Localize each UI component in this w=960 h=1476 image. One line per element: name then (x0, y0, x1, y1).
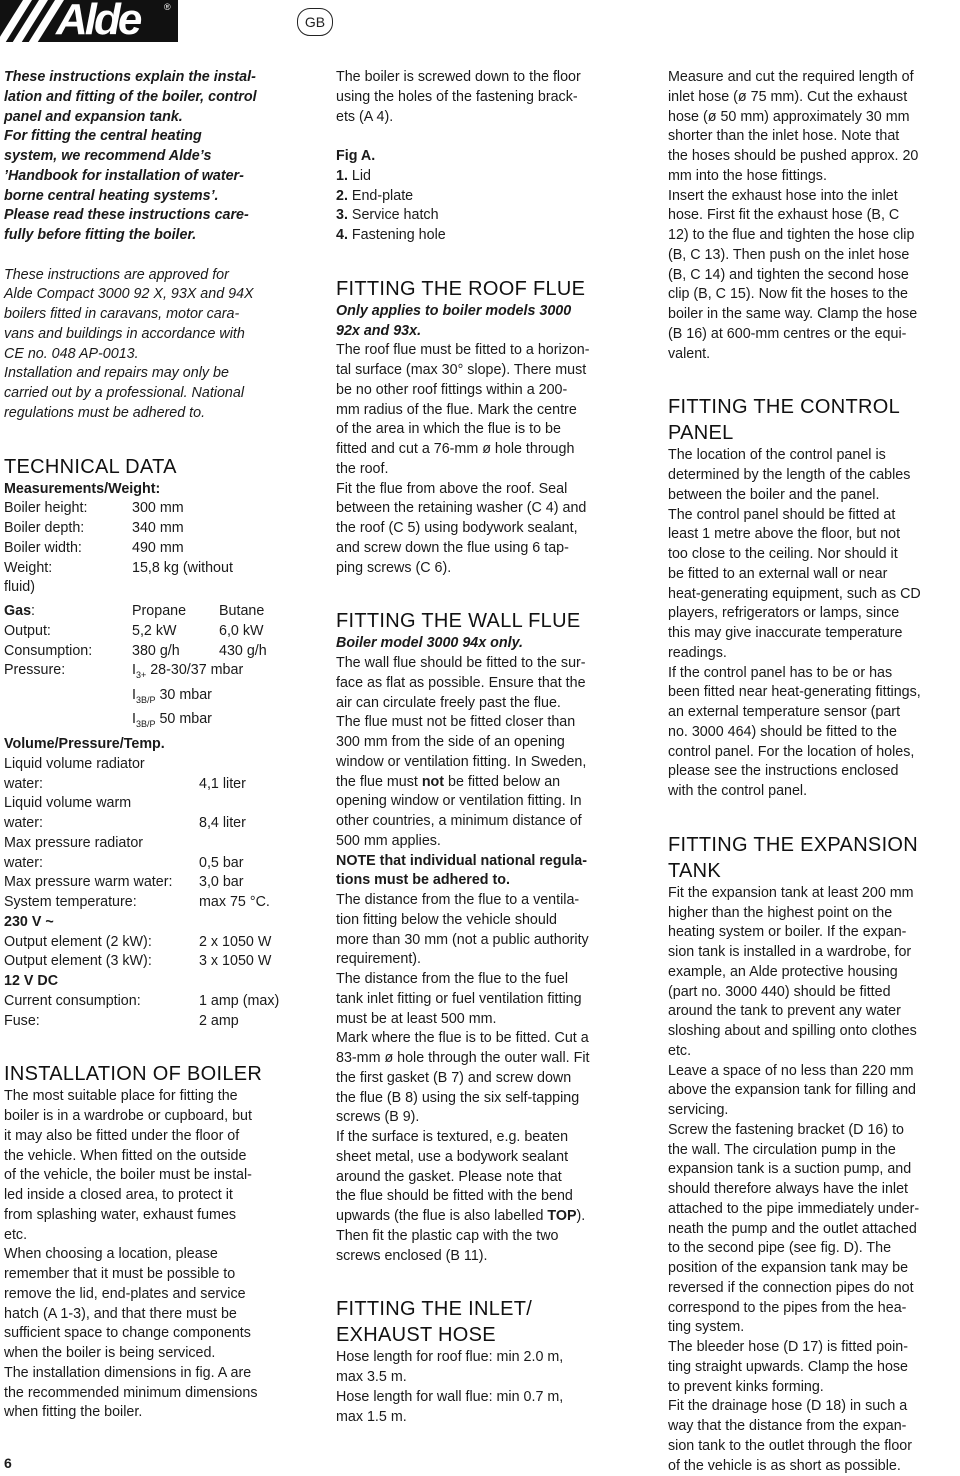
measurements-subheading: Measurements/Weight: (4, 480, 161, 497)
gas-table: Gas: Propane Butane Output: 5,2 kW 6,0 kW Consumption: 380 g/h 430 g/h Pressure: $I_{3+}$ 28-30/37 mbar $I_{3B/P}$ 30 mbar $I_{3B/P}$ 50 mbar (4, 603, 267, 730)
control-panel-paragraph: The location of the control panel is determined by the length of the cables between the boiler and the panel. The control panel should be fitted at least 1 metre above the floor, but not too close to the ceiling. Nor should it be fitted to an external wall or near heat-generating equipment, such as CD players, refrigerators or lamps, since this may give inaccurate temperature readings. If the control panel has to be or has been fitted near heat-generating fittings, an external temperature sensor (part no. 3000 464) should be fitted to the control panel. For the location of holes, please see the instructions enclosed with the control panel. (668, 447, 921, 799)
column-2 (336, 68, 628, 1427)
expansion-tank-paragraph: Fit the expansion tank at least 200 mm higher than the highest point on the heating system or boiler. If the expan- sion tank is installed in a wardrobe, for example, an Alde protective housing (part no. 3000 440) should be fitted around the tank to prevent any water sloshing about and spilling onto clothes etc. Leave a space of no less than 220 mm above the expansion tank for filling and servicing. Screw the fastening bracket (D 16) to the wall. The circulation pump in the expansion tank is a suction pump, and should therefore always have the inlet attached to the pipe immediately under- neath the pump and the outlet attached to the second pipe (see fig. D). The position of the expansion tank may be reversed if the connection pipes do not correspond to the pipes from the hea- ting system. The bleeder hose (D 17) is fitted poin- ting straight upwards. Clamp the hose to prevent kinks forming. Fit the drainage hose (D 18) in such a way that the distance from the expan- sion tank to the outlet through the floor of the vehicle is as short as possible. (668, 884, 920, 1474)
230v-table: Output element (2 kW): 2 x 1050 W Output element (3 kW): 3 x 1050 W (4, 933, 272, 970)
column-3 (668, 68, 958, 1476)
installation-paragraph: The most suitable place for fitting the boiler is in a wardrobe or cupboard, but it may also be fitted under the floor of the vehicle. When fitted on the outside of the vehicle, the boiler must be instal- led inside a closed area, to protect it from splashing water, exhaust fumes etc. When choosing a location, please remember that it must be possible to remove the lid, end-plates and service hatch (A 1-3), and that there must be sufficient space to change components when the boiler is being serviced. The installation dimensions in fig. A are the recommended minimum dimensions when fitting the boiler. (4, 1088, 258, 1421)
alde-logo (0, 0, 178, 42)
roof-flue-note: Only applies to boiler models 3000 92x and 93x. (336, 302, 572, 339)
control-panel-heading: FITTING THE CONTROL PANEL (668, 396, 900, 445)
fig-a-legend: 1. Lid 2. End-plate 3. Service hatch 4. Fastening hole (336, 167, 446, 243)
wall-flue-note: Boiler model 3000 94x only. (336, 635, 523, 652)
dimensions-table: Boiler height: 300 mm Boiler depth: 340 mm Boiler width: 490 mm Weight: 15,8 kg (without fluid) (4, 500, 233, 596)
volume-subheading: Volume/Pressure/Temp. (4, 736, 165, 753)
12v-subheading: 12 V DC (4, 973, 59, 990)
inlet-hose-heading: FITTING THE INLET/ EXHAUST HOSE (336, 1298, 533, 1347)
expansion-tank-heading: FITTING THE EXPANSION TANK (668, 833, 919, 882)
hose-paragraph: Measure and cut the required length of inlet hose (ø 75 mm). Cut the exhaust hose (ø 50 mm) approximately 30 mm shorter than the inlet hose. Note that the hoses should be pushed approx. 20 mm into the hose fittings. Insert the exhaust hose into the inlet hose. First fit the exhaust hose (B, C 12) to the flue and tighten the hose clip (B, C 13). Then push on the inlet hose (B, C 14) and tighten the second hose clip (B, C 15). Now fit the hoses to the boiler in the same way. Clamp the hose (B 16) at 600-mm centres or the equi- valent. (668, 69, 919, 362)
page-header (0, 0, 960, 46)
12v-table: Current consumption: 1 amp (max) Fuse: 2 amp (4, 992, 280, 1029)
installation-heading: INSTALLATION OF BOILER (4, 1063, 263, 1086)
approval-paragraph: These instructions are approved for Alde Compact 3000 92 X, 93X and 94X boilers fitted in caravans, motor cara- vans and buildings in accordance with CE no. 048 AP-0013. Installation and repairs may only be carried out by a professional. National regulations must be adhered to. (4, 266, 254, 421)
technical-data-heading: TECHNICAL DATA (4, 455, 177, 478)
roof-flue-paragraph: The roof flue must be fitted to a horizon- tal surface (max 30° slope). There must be no other roof fittings within a 200- mm radius of the flue. Mark the centre of the area in which the flue is to be fitted and cut a 76-mm ø hole through the roof. Fit the flue from above the roof. Seal between the retaining washer (C 4) and the roof (C 5) using bodywork sealant, and screw down the flue using 6 tap- ping screws (C 6). (336, 342, 590, 576)
registered-mark: ® (164, 2, 171, 12)
intro-paragraph: These instructions explain the instal- lation and fitting of the boiler, control panel and expansion tank. For fitting the central heating system, we recommend Alde’s ’Handbook for installation of water- borne central heating systems’. Please read these instructions care- fully before fitting the boiler. (4, 69, 257, 243)
wall-flue-paragraph: The wall flue should be fitted to the sur- face as flat as possible. Ensure that the air can circulate freely past the flue. The flue must not be fitted closer than 300 mm from the side of an opening window or ventilation fitting. In Sweden, the flue must not be fitted below an opening window or ventilation fitting. In other countries, a minimum distance of 500 mm applies. NOTE that individual national regula- tions must be adhered to. The distance from the flue to a ventila- tion fitting below the vehicle should more than 30 mm (not a public authority requirement). The distance from the flue to the fuel tank inlet fitting or fuel ventilation fitting must be at least 500 mm. Mark where the flue is to be fitted. Cut a 83-mm ø hole through the outer wall. Fit the first gasket (B 7) and screw down the flue (B 8) using the six self-tapping screws (B 9). If the surface is textured, e.g. beaten sheet metal, use a bodywork sealant around the gasket. Please note that the flue should be fitted with the bend upwards (the flue is also labelled TOP). Then fit the plastic cap with the two screws enclosed (B 11). (336, 655, 590, 1264)
fig-a-title: Fig A. (336, 148, 376, 164)
page-number: 6 (4, 1455, 12, 1471)
column-1 (4, 68, 296, 1423)
language-badge: GB (297, 8, 333, 36)
roof-flue-heading: FITTING THE ROOF FLUE (336, 277, 586, 300)
logo-word: Alde (56, 0, 140, 44)
wall-flue-heading: FITTING THE WALL FLUE (336, 610, 581, 633)
volume-table: Liquid volume radiator water: 4,1 liter Liquid volume warm water: 8,4 liter Max pressure radiator water: 0,5 bar Max pressure warm water: 3,0 bar System temperature: max 75 °C. (4, 755, 270, 911)
inlet-hose-paragraph: Hose length for roof flue: min 2.0 m, max 3.5 m. Hose length for wall flue: min 0.7 m, max 1.5 m. (336, 1349, 564, 1425)
screw-paragraph: The boiler is screwed down to the floor using the holes of the fastening brack- ets (A 4). (336, 69, 581, 125)
230v-subheading: 230 V ~ (4, 913, 54, 930)
